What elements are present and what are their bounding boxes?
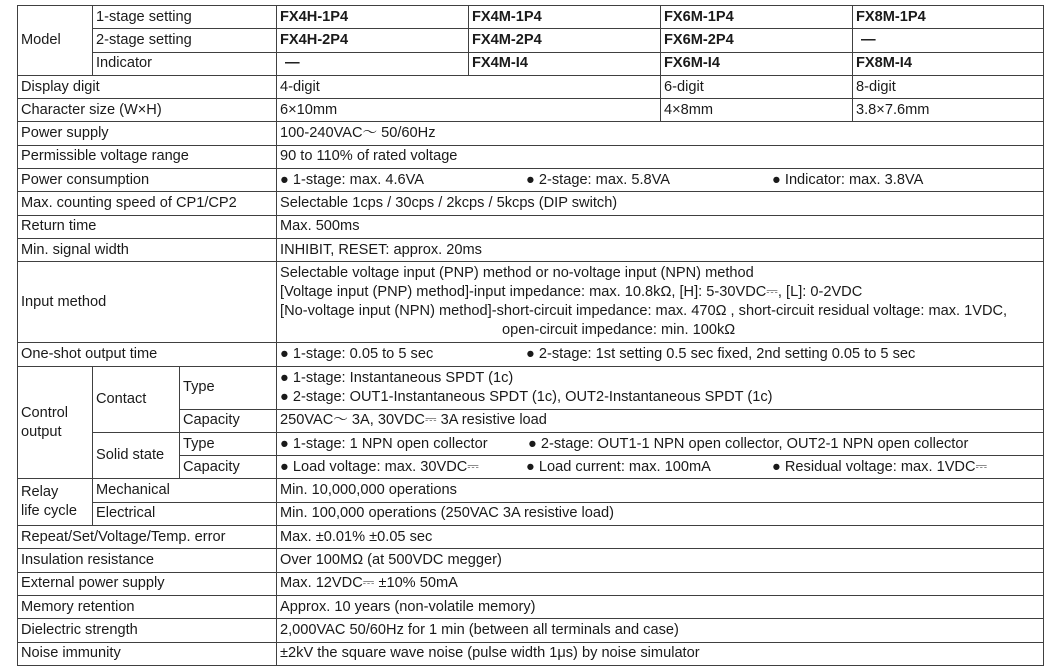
value-cell: Max. 500ms: [277, 215, 1044, 238]
bullet-item: ● 1-stage: max. 4.6VA: [280, 171, 425, 188]
value-cell: 6-digit: [661, 75, 853, 98]
value-cell: Over 100MΩ (at 500VDC megger): [277, 549, 1044, 572]
row-label: One-shot output time: [18, 343, 277, 366]
value-cell: 4×8mm: [661, 99, 853, 122]
value-cell: Min. 100,000 operations (250VAC 3A resistive load): [277, 502, 1044, 525]
model-cell: FX4H-1P4: [277, 6, 469, 29]
bullet-item: ● Residual voltage: max. 1VDC⎓: [772, 458, 988, 475]
model-cell: FX6M-1P4: [661, 6, 853, 29]
bullet-item: ● 2-stage: OUT1-1 NPN open collector, OUT2-1 NPN open collector: [528, 435, 969, 452]
value-cell: [277, 343, 1044, 366]
value-cell: 100-240VAC～ 50/60Hz: [277, 122, 1044, 145]
input-method-line: [Voltage input (PNP) method]-input impedance: max. 10.8kΩ, [H]: 5-30VDC⎓, [L]: 0-2VDC: [280, 284, 863, 301]
bullet-item: ● 1-stage: 1 NPN open collector: [280, 435, 488, 452]
model-cell: —: [853, 29, 1044, 52]
table-row: [18, 526, 1044, 549]
input-method-line: [No-voltage input (NPN) method]-short-circuit impedance: max. 470Ω , short-circuit residual voltage: max. 1VDC,: [280, 303, 1008, 320]
model-stage2-label: 2-stage setting: [93, 29, 277, 52]
table-row: [18, 572, 1044, 595]
input-method-line: open-circuit impedance: min. 100kΩ: [502, 322, 736, 339]
row-label: Power consumption: [18, 169, 277, 192]
row-label: Repeat/Set/Voltage/Temp. error: [18, 526, 277, 549]
row-label-model: Model: [18, 6, 93, 76]
model-cell: FX4H-2P4: [277, 29, 469, 52]
value-cell: Max. 12VDC⎓ ±10% 50mA: [277, 572, 1044, 595]
model-cell: FX4M-2P4: [469, 29, 661, 52]
value-cell: INHIBIT, RESET: approx. 20ms: [277, 238, 1044, 261]
table-row: [18, 75, 1044, 98]
type-label: Type: [180, 366, 277, 409]
row-label: Character size (W×H): [18, 99, 277, 122]
row-label: Power supply: [18, 122, 277, 145]
value-cell: 3.8×7.6mm: [853, 99, 1044, 122]
value-cell: Min. 10,000,000 operations: [277, 479, 1044, 502]
value-cell: [277, 366, 1044, 409]
table-row: [18, 595, 1044, 618]
table-row: [18, 52, 1044, 75]
bullet-item: ● Indicator: max. 3.8VA: [772, 171, 924, 188]
label-line: life cycle: [21, 503, 77, 520]
bullet-item: ● 1-stage: 0.05 to 5 sec: [280, 345, 434, 362]
label-line: output: [21, 423, 62, 440]
bullet-item: ● 2-stage: OUT1-Instantaneous SPDT (1c), OUT2-Instantaneous SPDT (1c): [280, 388, 773, 405]
bullet-item: ● 1-stage: Instantaneous SPDT (1c): [280, 369, 514, 386]
value-cell: [277, 456, 1044, 479]
contact-label: Contact: [93, 366, 180, 432]
value-cell: Selectable 1cps / 30cps / 2kcps / 5kcps (DIP switch): [277, 192, 1044, 215]
row-label: Min. signal width: [18, 238, 277, 261]
table-row: [18, 169, 1044, 192]
bullet-item: ● 2-stage: 1st setting 0.5 sec fixed, 2nd setting 0.05 to 5 sec: [526, 345, 916, 362]
table-row: [18, 192, 1044, 215]
table-row: [18, 343, 1044, 366]
row-label: Max. counting speed of CP1/CP2: [18, 192, 277, 215]
row-label: Insulation resistance: [18, 549, 277, 572]
value-cell: 90 to 110% of rated voltage: [277, 145, 1044, 168]
row-label: Permissible voltage range: [18, 145, 277, 168]
model-cell: FX4M-1P4: [469, 6, 661, 29]
mechanical-label: Mechanical: [93, 479, 277, 502]
row-label: Dielectric strength: [18, 619, 277, 642]
table-row: [18, 99, 1044, 122]
solid-state-label: Solid state: [93, 432, 180, 479]
electrical-label: Electrical: [93, 502, 277, 525]
value-cell: 250VAC～ 3A, 30VDC⎓ 3A resistive load: [277, 409, 1044, 432]
table-row: [18, 29, 1044, 52]
model-stage1-label: 1-stage setting: [93, 6, 277, 29]
table-row: [18, 619, 1044, 642]
table-row: [18, 366, 1044, 409]
model-cell: FX6M-I4: [661, 52, 853, 75]
row-label: Display digit: [18, 75, 277, 98]
value-cell: [277, 169, 1044, 192]
model-cell: —: [277, 52, 469, 75]
value-cell: [277, 432, 1044, 455]
model-cell: FX8M-1P4: [853, 6, 1044, 29]
value-cell: 2,000VAC 50/60Hz for 1 min (between all terminals and case): [277, 619, 1044, 642]
table-row: [18, 502, 1044, 525]
bullet-item: ● Load voltage: max. 30VDC⎓: [280, 458, 479, 475]
model-cell: FX8M-I4: [853, 52, 1044, 75]
table-row: [18, 6, 1044, 29]
row-label: Noise immunity: [18, 642, 277, 665]
table-row: [18, 479, 1044, 502]
table-row: [18, 238, 1044, 261]
value-cell: 4-digit: [277, 75, 661, 98]
label-line: Relay: [21, 484, 59, 501]
table-row: [18, 432, 1044, 455]
table-row: [18, 642, 1044, 665]
type-label: Type: [180, 432, 277, 455]
value-cell: 6×10mm: [277, 99, 661, 122]
table-row: [18, 262, 1044, 343]
value-cell: ±2kV the square wave noise (pulse width 1μs) by noise simulator: [277, 642, 1044, 665]
table-row: [18, 215, 1044, 238]
bullet-item: ● 2-stage: max. 5.8VA: [526, 171, 671, 188]
value-cell: 8-digit: [853, 75, 1044, 98]
capacity-label: Capacity: [180, 409, 277, 432]
row-label: Input method: [18, 262, 277, 343]
table-row: [18, 549, 1044, 572]
value-cell: [277, 262, 1044, 343]
model-cell: FX4M-I4: [469, 52, 661, 75]
model-indicator-label: Indicator: [93, 52, 277, 75]
row-label: External power supply: [18, 572, 277, 595]
row-label: Memory retention: [18, 595, 277, 618]
input-method-line: Selectable voltage input (PNP) method or no-voltage input (NPN) method: [280, 265, 754, 282]
capacity-label: Capacity: [180, 456, 277, 479]
value-cell: Approx. 10 years (non-volatile memory): [277, 595, 1044, 618]
value-cell: Max. ±0.01% ±0.05 sec: [277, 526, 1044, 549]
bullet-item: ● Load current: max. 100mA: [526, 458, 711, 475]
row-label-relay: [18, 479, 93, 526]
spec-table: [17, 5, 1044, 666]
label-line: Control: [21, 404, 69, 421]
row-label-control-output: [18, 366, 93, 479]
table-row: [18, 122, 1044, 145]
table-row: [18, 145, 1044, 168]
model-cell: FX6M-2P4: [661, 29, 853, 52]
row-label: Return time: [18, 215, 277, 238]
